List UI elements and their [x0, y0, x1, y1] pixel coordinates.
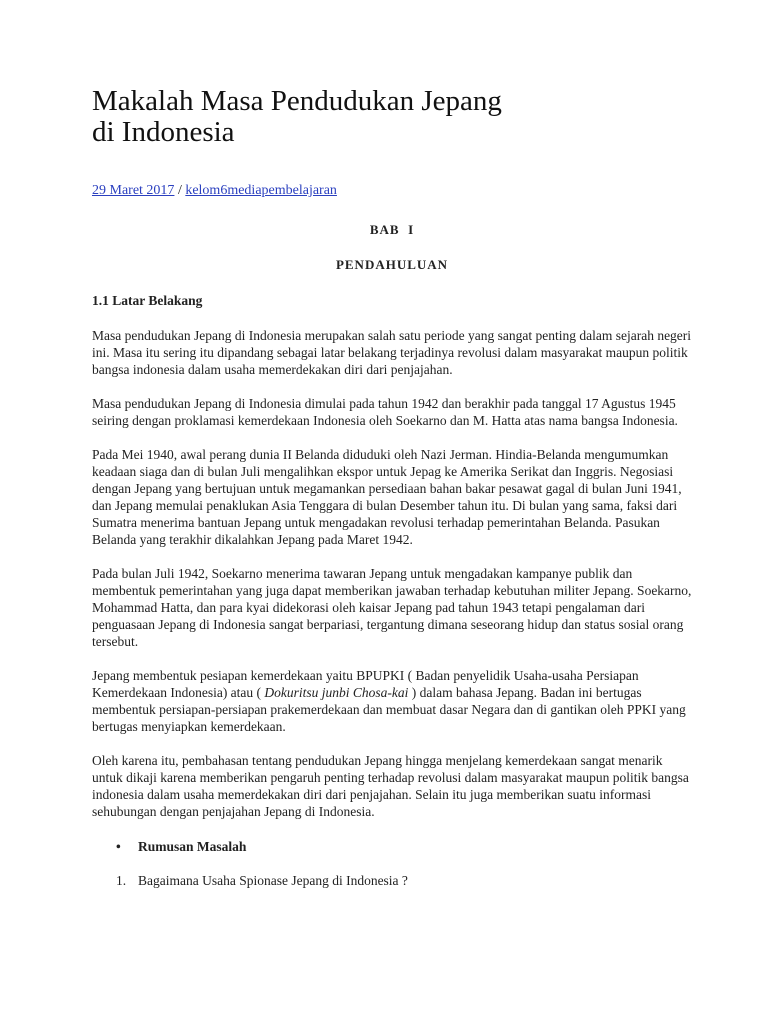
meta-separator: / [174, 183, 186, 198]
list-item [92, 873, 692, 889]
paragraph-1: Masa pendudukan Jepang di Indonesia merupakan salah satu periode yang sangat penting dalam sejarah negeri ini. Masa itu sering itu dipandang sebagai latar belakang terjadinya revolusi dalam masyarakat maupun politik bangsa indonesia dalam usaha memerdekakan diri dari penjajahan. [92, 328, 692, 377]
chapter-heading: BAB I [369, 222, 415, 237]
list-item-text: Bagaimana Usaha Spionase Jepang di Indonesia ? [138, 873, 408, 888]
title-line-2: di Indonesia [92, 116, 235, 148]
post-date-link[interactable]: 29 Maret 2017 [92, 183, 175, 198]
paragraph-4: Pada bulan Juli 1942, Soekarno menerima tawaran Jepang untuk mengadakan kampanye publik dan membentuk pemerintahan yang juga dapat memberikan jawaban terhadap kebutuhan militer Jepang. Soekarno, Mohammad Hatta, dan para kyai didekorasi oleh kaisar Jepang pad tahun 1943 tetapi pengalaman dari penguasaan Jepang di Indonesia sangat berpariasi, tergantung dimana seseorang hidup dan status sosial orang tersebut. [92, 566, 692, 649]
bullet-icon: • [116, 839, 121, 854]
paragraph-5 [92, 667, 692, 735]
author-link[interactable]: kelom6mediapembelajaran [185, 183, 337, 198]
paragraph-6: Oleh karena itu, pembahasan tentang pendudukan Jepang hingga menjelang kemerdekaan sangat menarik untuk dikaji karena memberikan pengaruh penting terhadap revolusi dalam masyarakat maupun politik bangsa indonesia dalam usaha memerdekakan diri dari penjajahan. Selain itu juga memberikan suatu informasi sehubungan dengan penjajahan Jepang di Indonesia. [92, 753, 689, 819]
title-line-1: Makalah Masa Pendudukan Jepang [92, 85, 502, 117]
article [92, 86, 692, 889]
page-title [92, 86, 692, 148]
section-heading-latar-belakang: 1.1 Latar Belakang [92, 293, 203, 308]
chapter-title: PENDAHULUAN [335, 257, 449, 272]
paragraph-5-text-b: ) dalam bahasa Jepang. Badan ini bertugas membentuk persiapan-persiapan prakemerdekaan dan membuat dasar Negara dan di gantikan oleh PPKI yang bertugas menyiapkan kemerdekaan. [92, 685, 686, 734]
post-meta [92, 182, 692, 200]
paragraph-5-text-a: Jepang membentuk pesiapan kemerdekaan yaitu BPUPKI ( Badan penyelidik Usaha-usaha Persiapan Kemerdekaan Indonesia) atau ( [92, 668, 639, 700]
paragraph-2: Masa pendudukan Jepang di Indonesia dimulai pada tahun 1942 dan berakhir pada tanggal 17 Agustus 1945 seiring dengan proklamasi kemerdekaan Indonesia oleh Soekarno dan M. Hatta atas nama bangsa Indonesia. [92, 396, 678, 428]
numbered-list [92, 873, 692, 889]
paragraph-3: Pada Mei 1940, awal perang dunia II Belanda diduduki oleh Nazi Jerman. Hindia-Belanda mengumumkan keadaan siaga dan di bulan Juli mengalihkan ekspor untuk Jepag ke Amerika Serikat dan Inggris. Negosiasi dengan Jepang yang bertujuan untuk megamankan persediaan bahan bakar pesawat gagal di bulan Juni 1941, dan Jepang memulai penaklukan Asia Tenggara di bulan Desember tahun itu. Di bulan yang sama, faksi dari Sumatra menerima bantuan Jepang untuk mengadakan revolusi terhadap pemerintahan Belanda. Pasukan Belanda yang terakhir dikalahkan Jepang pada Maret 1942. [92, 447, 682, 547]
bullet-label: Rumusan Masalah [138, 839, 247, 854]
list-number: 1. [116, 873, 127, 888]
bullet-list [92, 839, 692, 855]
paragraph-5-italic-term: Dokuritsu junbi Chosa-kai [264, 685, 409, 700]
list-item [92, 839, 692, 855]
